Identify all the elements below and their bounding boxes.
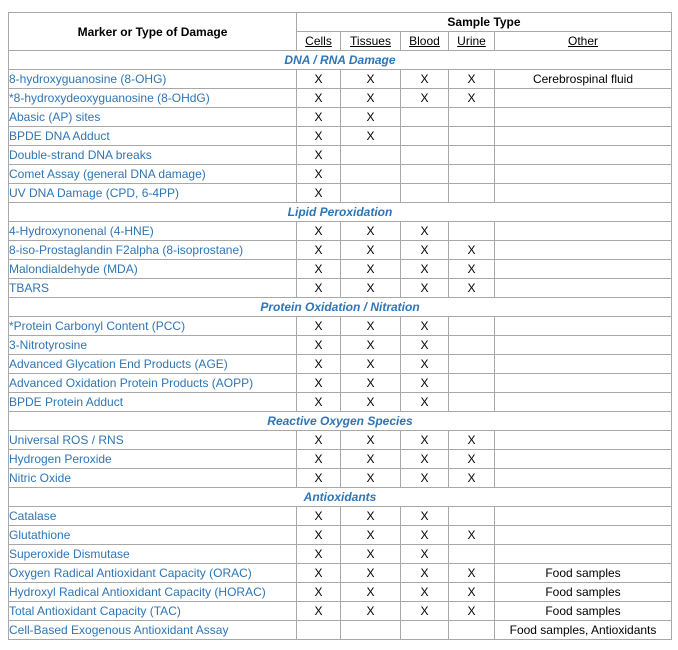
- cells-cell: X: [297, 127, 341, 146]
- table-row: [9, 70, 672, 89]
- tissues-cell: X: [341, 469, 401, 488]
- tissues-cell: X: [341, 526, 401, 545]
- other-cell: Food samples, Antioxidants: [495, 621, 672, 640]
- table-row: [9, 450, 672, 469]
- tissues-cell: X: [341, 450, 401, 469]
- urine-cell: X: [449, 450, 495, 469]
- cells-cell: X: [297, 450, 341, 469]
- blood-cell: X: [401, 545, 449, 564]
- marker-name: 8-hydroxyguanosine (8-OHG): [9, 70, 297, 89]
- tissues-cell: X: [341, 393, 401, 412]
- blood-cell: X: [401, 564, 449, 583]
- tissues-cell: X: [341, 431, 401, 450]
- section-row: [9, 203, 672, 222]
- cells-cell: X: [297, 602, 341, 621]
- other-cell: [495, 222, 672, 241]
- marker-name: Comet Assay (general DNA damage): [9, 165, 297, 184]
- cells-cell: X: [297, 146, 341, 165]
- marker-name: UV DNA Damage (CPD, 6-4PP): [9, 184, 297, 203]
- urine-cell: [449, 507, 495, 526]
- cells-cell: X: [297, 355, 341, 374]
- table-row: [9, 146, 672, 165]
- blood-cell: [401, 127, 449, 146]
- cells-cell: X: [297, 431, 341, 450]
- table-row: [9, 279, 672, 298]
- other-cell: Cerebrospinal fluid: [495, 70, 672, 89]
- table-row: [9, 127, 672, 146]
- section-title: DNA / RNA Damage: [9, 51, 672, 70]
- table-row: [9, 393, 672, 412]
- tissues-cell: [341, 165, 401, 184]
- blood-cell: X: [401, 583, 449, 602]
- section-title: Lipid Peroxidation: [9, 203, 672, 222]
- tissues-cell: X: [341, 89, 401, 108]
- tissues-cell: X: [341, 241, 401, 260]
- blood-cell: X: [401, 602, 449, 621]
- other-cell: Food samples: [495, 583, 672, 602]
- urine-cell: X: [449, 431, 495, 450]
- table-row: [9, 222, 672, 241]
- urine-cell: [449, 621, 495, 640]
- section-row: [9, 51, 672, 70]
- other-cell: [495, 260, 672, 279]
- marker-name: Superoxide Dismutase: [9, 545, 297, 564]
- marker-name: Malondialdehyde (MDA): [9, 260, 297, 279]
- sample-type-header: Sample Type: [297, 13, 672, 32]
- section-title: Antioxidants: [9, 488, 672, 507]
- tissues-cell: X: [341, 583, 401, 602]
- tissues-cell: X: [341, 507, 401, 526]
- table-row: [9, 374, 672, 393]
- urine-cell: X: [449, 89, 495, 108]
- other-cell: [495, 89, 672, 108]
- marker-name: Double-strand DNA breaks: [9, 146, 297, 165]
- table-row: [9, 184, 672, 203]
- cells-cell: [297, 621, 341, 640]
- tissues-cell: X: [341, 260, 401, 279]
- urine-cell: [449, 317, 495, 336]
- tissues-cell: X: [341, 127, 401, 146]
- other-cell: [495, 450, 672, 469]
- marker-column-header: Marker or Type of Damage: [9, 13, 297, 51]
- blood-cell: [401, 621, 449, 640]
- blood-cell: X: [401, 241, 449, 260]
- cells-cell: X: [297, 241, 341, 260]
- column-header-tissues: Tissues: [341, 32, 401, 51]
- blood-cell: X: [401, 374, 449, 393]
- cells-cell: X: [297, 70, 341, 89]
- urine-cell: X: [449, 526, 495, 545]
- urine-cell: [449, 184, 495, 203]
- marker-name: BPDE DNA Adduct: [9, 127, 297, 146]
- sample-type-table-container: [8, 12, 672, 640]
- tissues-cell: X: [341, 564, 401, 583]
- other-cell: [495, 165, 672, 184]
- section-row: [9, 412, 672, 431]
- table-row: [9, 336, 672, 355]
- tissues-cell: X: [341, 70, 401, 89]
- blood-cell: X: [401, 469, 449, 488]
- tissues-cell: X: [341, 336, 401, 355]
- marker-name: Total Antioxidant Capacity (TAC): [9, 602, 297, 621]
- urine-cell: X: [449, 279, 495, 298]
- cells-cell: X: [297, 545, 341, 564]
- blood-cell: X: [401, 431, 449, 450]
- blood-cell: [401, 184, 449, 203]
- urine-cell: [449, 108, 495, 127]
- cells-cell: X: [297, 526, 341, 545]
- marker-name: Hydroxyl Radical Antioxidant Capacity (HORAC): [9, 583, 297, 602]
- cells-cell: X: [297, 108, 341, 127]
- urine-cell: [449, 165, 495, 184]
- cells-cell: X: [297, 564, 341, 583]
- urine-cell: [449, 545, 495, 564]
- marker-name: Advanced Oxidation Protein Products (AOPP): [9, 374, 297, 393]
- urine-cell: [449, 393, 495, 412]
- tissues-cell: [341, 621, 401, 640]
- marker-name: Catalase: [9, 507, 297, 526]
- urine-cell: X: [449, 70, 495, 89]
- table-row: [9, 583, 672, 602]
- other-cell: [495, 469, 672, 488]
- urine-cell: [449, 222, 495, 241]
- tissues-cell: [341, 146, 401, 165]
- table-row: [9, 469, 672, 488]
- cells-cell: X: [297, 507, 341, 526]
- blood-cell: [401, 146, 449, 165]
- marker-name: *8-hydroxydeoxyguanosine (8-OHdG): [9, 89, 297, 108]
- urine-cell: [449, 374, 495, 393]
- cells-cell: X: [297, 374, 341, 393]
- blood-cell: X: [401, 89, 449, 108]
- table-row: [9, 507, 672, 526]
- table-row: [9, 545, 672, 564]
- sample-type-table: [8, 12, 672, 640]
- column-header-blood: Blood: [401, 32, 449, 51]
- table-row: [9, 260, 672, 279]
- tissues-cell: X: [341, 602, 401, 621]
- marker-name: BPDE Protein Adduct: [9, 393, 297, 412]
- marker-name: Advanced Glycation End Products (AGE): [9, 355, 297, 374]
- blood-cell: X: [401, 336, 449, 355]
- marker-name: 4-Hydroxynonenal (4-HNE): [9, 222, 297, 241]
- marker-name: Hydrogen Peroxide: [9, 450, 297, 469]
- other-cell: Food samples: [495, 602, 672, 621]
- cells-cell: X: [297, 317, 341, 336]
- blood-cell: X: [401, 260, 449, 279]
- other-cell: [495, 431, 672, 450]
- blood-cell: [401, 165, 449, 184]
- urine-cell: X: [449, 583, 495, 602]
- table-row: [9, 355, 672, 374]
- table-row: [9, 165, 672, 184]
- table-row: [9, 108, 672, 127]
- other-cell: Food samples: [495, 564, 672, 583]
- other-cell: [495, 545, 672, 564]
- blood-cell: X: [401, 279, 449, 298]
- tissues-cell: X: [341, 545, 401, 564]
- marker-name: Oxygen Radical Antioxidant Capacity (ORAC): [9, 564, 297, 583]
- blood-cell: X: [401, 507, 449, 526]
- other-cell: [495, 393, 672, 412]
- marker-name: 8-iso-Prostaglandin F2alpha (8-isoprostane): [9, 241, 297, 260]
- column-header-urine: Urine: [449, 32, 495, 51]
- other-cell: [495, 184, 672, 203]
- urine-cell: [449, 127, 495, 146]
- table-body: [9, 51, 672, 640]
- marker-name: Nitric Oxide: [9, 469, 297, 488]
- table-row: [9, 602, 672, 621]
- other-cell: [495, 108, 672, 127]
- table-row: [9, 526, 672, 545]
- blood-cell: X: [401, 526, 449, 545]
- other-cell: [495, 127, 672, 146]
- table-row: [9, 564, 672, 583]
- blood-cell: X: [401, 70, 449, 89]
- marker-name: TBARS: [9, 279, 297, 298]
- other-cell: [495, 279, 672, 298]
- marker-name: 3-Nitrotyrosine: [9, 336, 297, 355]
- section-row: [9, 298, 672, 317]
- tissues-cell: X: [341, 374, 401, 393]
- table-row: [9, 89, 672, 108]
- other-cell: [495, 241, 672, 260]
- cells-cell: X: [297, 184, 341, 203]
- urine-cell: X: [449, 260, 495, 279]
- tissues-cell: X: [341, 279, 401, 298]
- blood-cell: [401, 108, 449, 127]
- table-row: [9, 621, 672, 640]
- blood-cell: X: [401, 393, 449, 412]
- cells-cell: X: [297, 336, 341, 355]
- cells-cell: X: [297, 260, 341, 279]
- cells-cell: X: [297, 469, 341, 488]
- other-cell: [495, 355, 672, 374]
- tissues-cell: [341, 184, 401, 203]
- column-header-cells: Cells: [297, 32, 341, 51]
- table-row: [9, 317, 672, 336]
- urine-cell: X: [449, 602, 495, 621]
- cells-cell: X: [297, 393, 341, 412]
- other-cell: [495, 317, 672, 336]
- other-cell: [495, 507, 672, 526]
- cells-cell: X: [297, 279, 341, 298]
- table-row: [9, 431, 672, 450]
- marker-name: Abasic (AP) sites: [9, 108, 297, 127]
- blood-cell: X: [401, 317, 449, 336]
- urine-cell: [449, 355, 495, 374]
- cells-cell: X: [297, 89, 341, 108]
- blood-cell: X: [401, 450, 449, 469]
- other-cell: [495, 526, 672, 545]
- cells-cell: X: [297, 583, 341, 602]
- cells-cell: X: [297, 165, 341, 184]
- urine-cell: [449, 146, 495, 165]
- marker-name: Universal ROS / RNS: [9, 431, 297, 450]
- other-cell: [495, 374, 672, 393]
- urine-cell: X: [449, 469, 495, 488]
- urine-cell: X: [449, 241, 495, 260]
- cells-cell: X: [297, 222, 341, 241]
- tissues-cell: X: [341, 108, 401, 127]
- tissues-cell: X: [341, 317, 401, 336]
- column-header-other: Other: [495, 32, 672, 51]
- section-title: Protein Oxidation / Nitration: [9, 298, 672, 317]
- tissues-cell: X: [341, 222, 401, 241]
- blood-cell: X: [401, 355, 449, 374]
- section-title: Reactive Oxygen Species: [9, 412, 672, 431]
- urine-cell: X: [449, 564, 495, 583]
- tissues-cell: X: [341, 355, 401, 374]
- urine-cell: [449, 336, 495, 355]
- section-row: [9, 488, 672, 507]
- marker-name: Cell-Based Exogenous Antioxidant Assay: [9, 621, 297, 640]
- marker-name: Glutathione: [9, 526, 297, 545]
- other-cell: [495, 146, 672, 165]
- other-cell: [495, 336, 672, 355]
- table-row: [9, 241, 672, 260]
- marker-name: *Protein Carbonyl Content (PCC): [9, 317, 297, 336]
- blood-cell: X: [401, 222, 449, 241]
